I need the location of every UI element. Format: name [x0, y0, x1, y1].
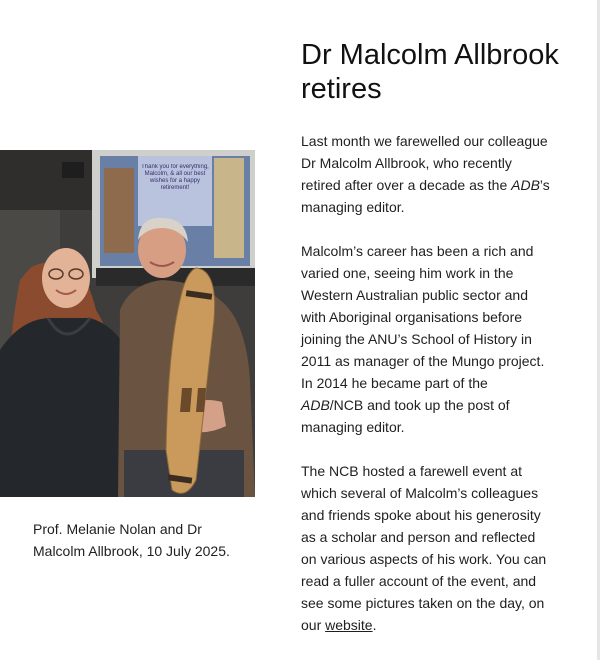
paragraph-1: Last month we farewelled our colleague Dr Malcolm Allbrook, who recently retired after over a decade as the ADB’s managing editor.	[301, 133, 550, 215]
article-title: Dr Malcolm Allbrook retires	[301, 39, 559, 105]
projector	[62, 162, 84, 178]
woman-jacket	[0, 318, 132, 497]
photo-illustration	[0, 150, 255, 497]
slide-photo-left	[104, 168, 134, 253]
photo-caption: Prof. Melanie Nolan and Dr Malcolm Allbrook, 10 July 2025.	[33, 521, 230, 559]
ceiling-shadow	[0, 150, 95, 210]
paragraph-2: Malcolm’s career has been a rich and varied one, seeing him work in the Western Australian public sector and with Aboriginal organisations before joining the ANU’s School of History in 2011 as manager of the Mungo project. In 2014 he became part of the ADB/NCB and took up the post of managing editor.	[301, 243, 545, 435]
slide-photo-right	[214, 158, 244, 258]
slide-text-holder	[140, 164, 210, 224]
shield-handle-left	[180, 388, 192, 412]
adb-emphasis: ADB	[511, 177, 540, 193]
woman-face	[42, 248, 90, 308]
paragraph-3: The NCB hosted a farewell event at which several of Malcolm’s colleagues and friends spoke about his generosity as a scholar and person and reflected on various aspects of his work. You can read a fuller account of the event, and see some pictures taken on the day, on our website.	[301, 463, 547, 633]
website-link[interactable]: website	[325, 617, 373, 633]
farewell-photo	[0, 150, 255, 497]
article-body	[301, 130, 551, 658]
slide-text: Thank you for everything, Malcolm, & all our best wishes for a happy retirement!	[141, 164, 209, 191]
adb-emphasis: ADB	[301, 397, 330, 413]
